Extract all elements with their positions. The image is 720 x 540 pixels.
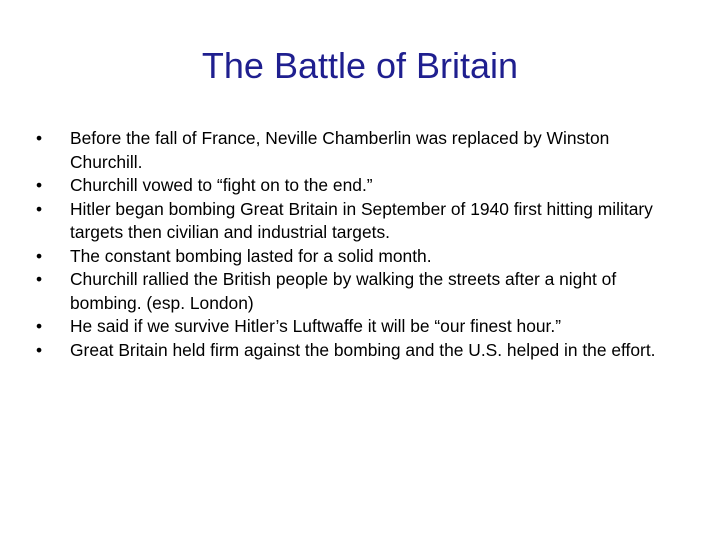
bullet-icon: •	[36, 269, 43, 289]
bullet-icon: •	[36, 198, 43, 219]
bullet-text: Before the fall of France, Neville Chamberlin was replaced by Winston Churchill.	[70, 128, 610, 172]
bullet-icon: •	[36, 175, 43, 195]
bullet-icon: •	[36, 128, 43, 148]
bullet-text: Great Britain held firm against the bombing and the U.S. helped in the effort.	[70, 339, 656, 360]
bullet-icon: •	[36, 339, 43, 360]
list-item	[36, 174, 686, 198]
bullet-text: The constant bombing lasted for a solid month.	[70, 245, 432, 266]
bullet-text: Churchill rallied the British people by walking the streets after a night of bombing. (esp. London)	[70, 269, 617, 313]
bullet-list	[36, 127, 686, 362]
list-item	[36, 245, 686, 269]
list-item	[36, 268, 686, 315]
bullet-text: Hitler began bombing Great Britain in September of 1940 first hitting military targets then civilian and industrial targets.	[70, 198, 653, 242]
list-item	[36, 127, 686, 174]
bullet-icon: •	[36, 245, 43, 266]
list-item	[36, 339, 686, 363]
bullet-text: He said if we survive Hitler’s Luftwaffe it will be “our finest hour.”	[70, 316, 562, 336]
slide-title: The Battle of Britain	[201, 45, 519, 86]
list-item	[36, 198, 686, 245]
bullet-text: Churchill vowed to “fight on to the end.”	[70, 175, 373, 195]
list-item	[36, 315, 686, 339]
bullet-icon: •	[36, 316, 43, 336]
